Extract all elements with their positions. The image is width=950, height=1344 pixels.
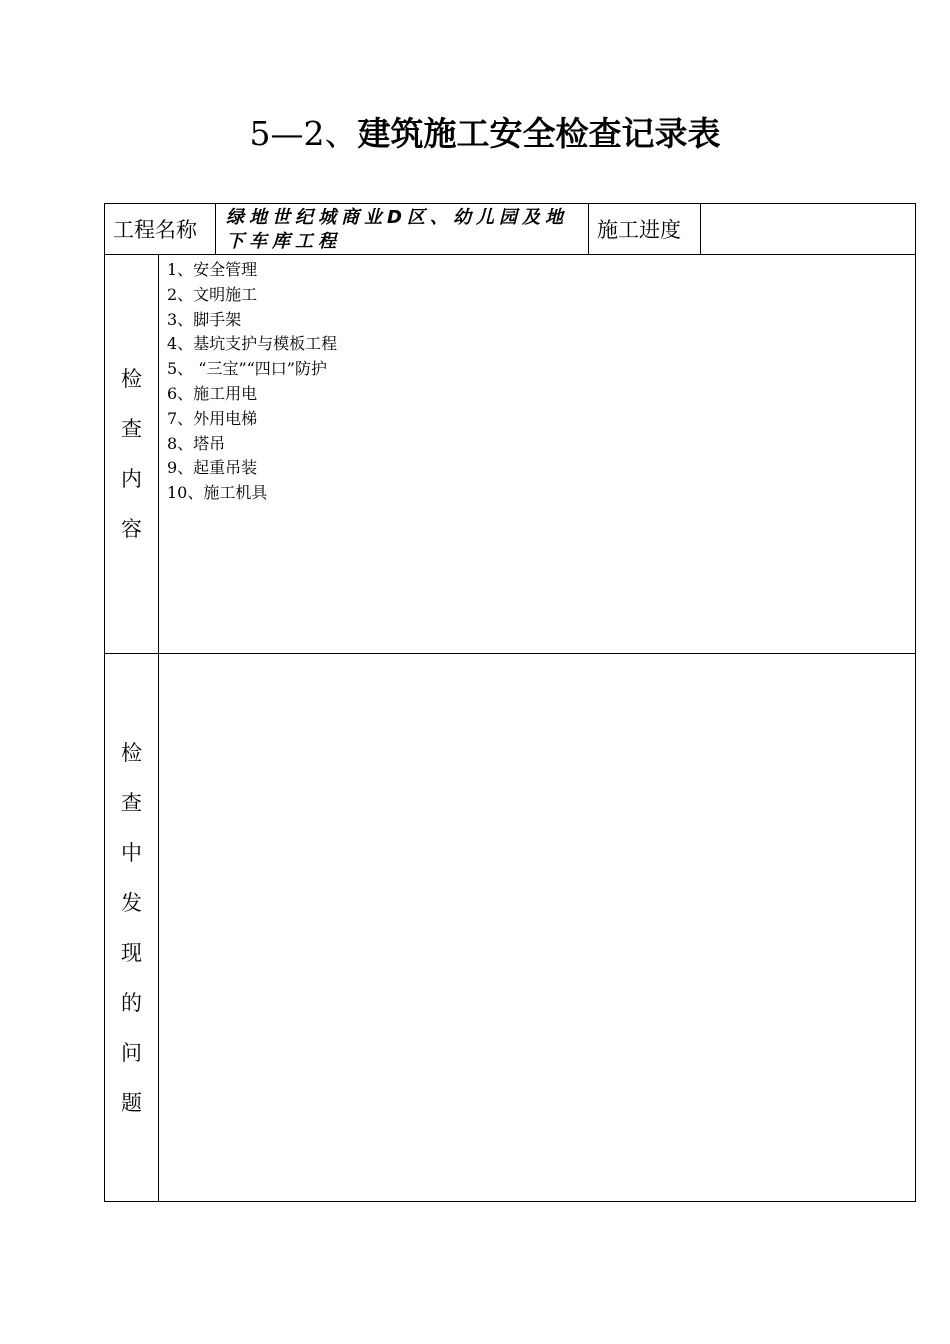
inspection-item: 8、塔吊 [167,433,226,453]
inspection-item: 4、基坑支护与模板工程 [167,334,338,354]
label-char: 中 [121,840,142,865]
inspection-content-label [105,255,159,654]
label-char: 检 [121,740,142,765]
header-row [105,204,916,255]
inspection-item: 9、起重吊装 [167,458,258,478]
inspection-item: 10、施工机具 [167,483,268,503]
findings-label [105,654,159,1202]
label-char: 容 [121,517,142,541]
project-name-value[interactable] [216,204,589,255]
project-name-line-2: 下车库工程 [226,231,341,252]
inspection-item: 1、安全管理 [167,260,258,279]
label-char: 的 [121,990,142,1015]
label-char: 题 [121,1090,142,1115]
project-name-line-1: 绿地世纪城商业D区、幼儿园及地 [226,207,568,228]
inspection-form [104,203,915,1201]
inspection-items [159,255,916,654]
project-name-label: 工程名称 [105,204,216,255]
title-main: 建筑施工安全检查记录表 [357,114,721,153]
inspection-item: 6、施工用电 [167,383,258,403]
inspection-item: 2、文明施工 [167,284,258,304]
label-char: 内 [121,467,142,491]
inspection-item: 5、 “三宝”“四口”防护 [167,359,327,379]
label-char: 查 [121,417,142,441]
findings-value[interactable] [159,654,916,1202]
findings-row [105,654,916,1202]
label-char: 检 [121,367,142,391]
page-title [0,108,950,155]
title-prefix: 5—2、 [249,114,358,153]
inspection-item: 3、脚手架 [167,309,242,329]
progress-label: 施工进度 [589,204,701,255]
inspection-item: 7、外用电梯 [167,408,258,428]
label-char: 现 [121,940,142,965]
inspection-content-row [105,255,916,654]
label-char: 发 [121,890,142,915]
label-char: 查 [121,790,142,815]
progress-value[interactable] [701,204,916,255]
form-table [104,203,916,1202]
label-char: 问 [121,1040,142,1065]
